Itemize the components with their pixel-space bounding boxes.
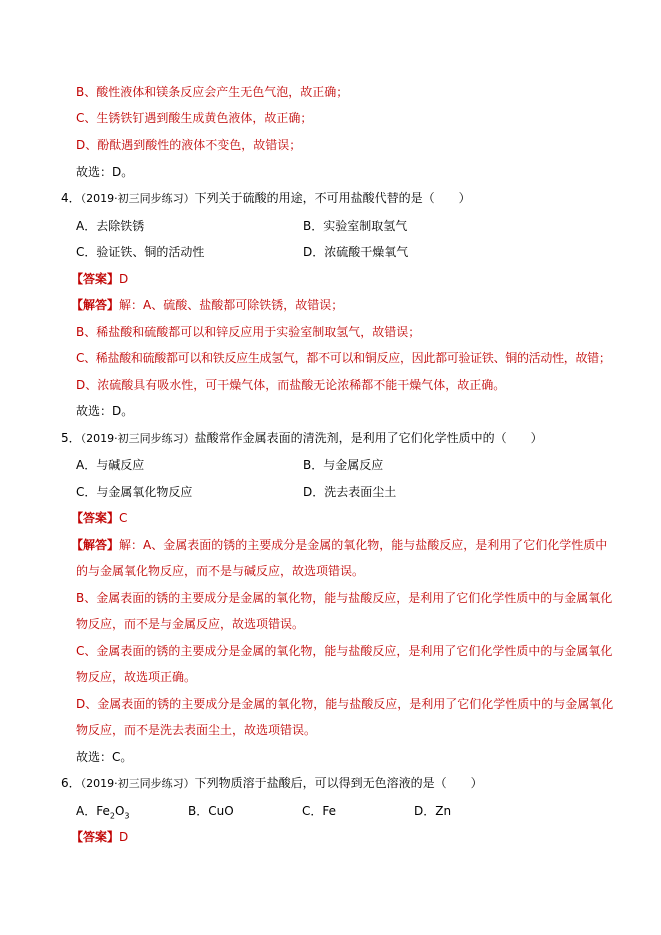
option-b: B．实验室制取氢气 [303,219,408,233]
formula-fe: Fe [96,804,110,818]
question-number: 4． [61,191,81,205]
option-d: D．浓硫酸干燥氧气 [303,245,409,259]
explanation-a [71,297,343,313]
option-a-prefix: A． [76,804,97,818]
prev-explanation-b: B、酸性液体和镁条反应会产生无色气泡，故正确； [76,85,349,99]
answer-label: 【答案】 [71,511,120,525]
question-number: 5． [61,431,81,445]
question-number: 6． [61,776,81,790]
formula-o: O [114,804,125,818]
explanation-c-line2: 物反应，故选项正确。 [76,670,197,684]
answer-line [71,510,127,526]
answer-line [71,271,128,287]
question-source: （2019·初三同步练习） [80,777,195,790]
explanation-b-line2: 物反应，而不是与金属反应，故选项错误。 [76,617,305,631]
question-source: （2019·初三同步练习） [80,192,195,205]
option-c: C．验证铁、铜的活动性 [76,245,205,259]
explanation-c-line1: C、金属表面的锈的主要成分是金属的氧化物，能与盐酸反应，是利用了它们化学性质中的与金属氧化 [76,644,613,658]
option-a: A．去除铁锈 [76,219,145,233]
question-5 [61,430,543,447]
explanation-text: 解：A、硫酸、盐酸都可除铁锈，故错误； [119,298,344,312]
subscript-3: 3 [124,811,130,821]
explanation-label: 【解答】 [71,298,120,312]
option-a: A．与碱反应 [76,458,145,472]
explanation-c: C、稀盐酸和硫酸都可以和铁反应生成氢气，都不可以和铜反应，因此都可验证铁、铜的活动性，故错； [76,351,611,365]
question-4 [61,190,471,207]
explanation-b: B、稀盐酸和硫酸都可以和锌反应用于实验室制取氢气，故错误； [76,325,421,339]
prev-choice: 故选：D。 [76,165,134,179]
explanation-label: 【解答】 [71,538,120,552]
explanation-a-line2: 的与金属氧化物反应，而不是与碱反应，故选项错误。 [76,564,365,578]
explanation-b-line1: B、金属表面的锈的主要成分是金属的氧化物，能与盐酸反应，是利用了它们化学性质中的与金属氧化 [76,591,613,605]
option-a [76,803,130,824]
option-c: C．与金属氧化物反应 [76,485,193,499]
prev-explanation-c: C、生锈铁钉遇到酸生成黄色液体，故正确； [76,111,313,125]
question-text: 下列关于硫酸的用途，不可用盐酸代替的是（ ） [194,191,471,205]
answer-value: C [119,511,128,525]
option-b: B．与金属反应 [303,458,384,472]
explanation-a-line1 [71,537,607,553]
question-source: （2019·初三同步练习） [80,432,195,445]
choice: 故选：D。 [76,404,134,418]
prev-explanation-d: D、酚酞遇到酸性的液体不变色，故错误； [76,138,302,152]
answer-label: 【答案】 [71,272,120,286]
choice: 故选：C。 [76,750,133,764]
explanation-d: D、浓硫酸具有吸水性，可干燥气体，而盐酸无论浓稀都不能干燥气体，故正确。 [76,378,506,392]
question-text: 下列物质溶于盐酸后，可以得到无色溶液的是（ ） [194,776,483,790]
explanation-d-line1: D、金属表面的锈的主要成分是金属的氧化物，能与盐酸反应，是利用了它们化学性质中的与金属氧化 [76,697,614,711]
option-b: B．CuO [188,804,234,818]
answer-label: 【答案】 [71,830,120,844]
question-text: 盐酸常作金属表面的清洗剂，是利用了它们化学性质中的（ ） [194,431,543,445]
answer-line [71,829,128,845]
option-c: C．Fe [302,804,337,818]
subscript-2: 2 [109,811,115,821]
explanation-d-line2: 物反应，而不是洗去表面尘土，故选项错误。 [76,723,317,737]
explanation-text: 解：A、金属表面的锈的主要成分是金属的氧化物，能与盐酸反应，是利用了它们化学性质中 [119,538,608,552]
question-6 [61,775,483,792]
answer-value: D [119,272,129,286]
answer-value: D [119,830,129,844]
option-d: D．Zn [414,804,452,818]
option-d: D．洗去表面尘土 [303,485,397,499]
